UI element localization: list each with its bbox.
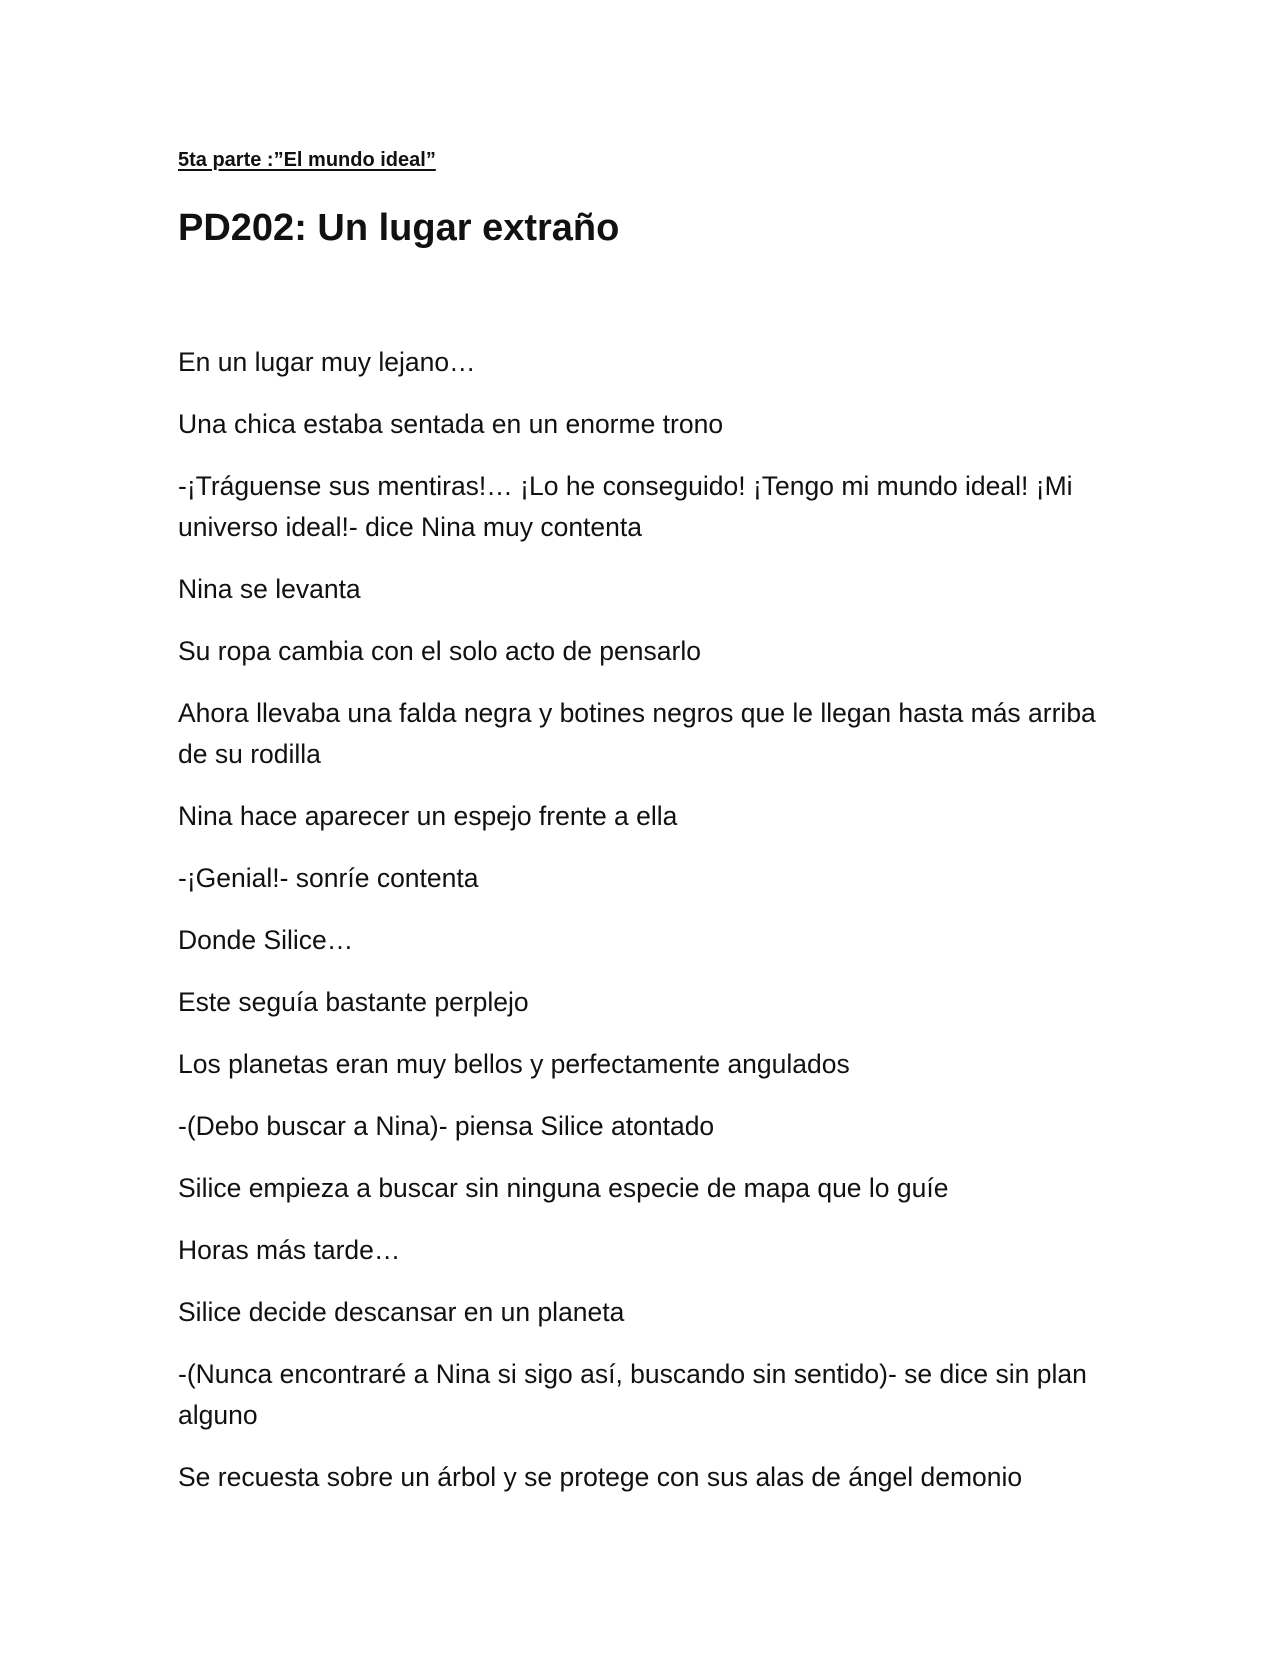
paragraph: Nina hace aparecer un espejo frente a ella <box>178 801 678 831</box>
paragraph: Se recuesta sobre un árbol y se protege con sus alas de ángel demonio <box>178 1462 1023 1492</box>
story-body <box>178 342 1108 1519</box>
chapter-title: PD202: Un lugar extraño <box>178 207 620 249</box>
paragraph: -(Nunca encontraré a Nina si sigo así, buscando sin sentido)- se dice sin plan alguno <box>178 1359 1087 1430</box>
paragraph: Silice empieza a buscar sin ninguna especie de mapa que lo guíe <box>178 1173 949 1203</box>
paragraph: En un lugar muy lejano… <box>178 347 476 377</box>
paragraph: Nina se levanta <box>178 574 361 604</box>
paragraph: -¡Tráguense sus mentiras!… ¡Lo he conseguido! ¡Tengo mi mundo ideal! ¡Mi universo ideal!- dice Nina muy contenta <box>178 471 1073 542</box>
part-label: 5ta parte :”El mundo ideal” <box>178 149 436 171</box>
paragraph: Una chica estaba sentada en un enorme trono <box>178 409 724 439</box>
paragraph: -¡Genial!- sonríe contenta <box>178 863 479 893</box>
paragraph: Su ropa cambia con el solo acto de pensarlo <box>178 636 701 666</box>
paragraph: -(Debo buscar a Nina)- piensa Silice atontado <box>178 1111 715 1141</box>
paragraph: Los planetas eran muy bellos y perfectamente angulados <box>178 1049 850 1079</box>
paragraph: Silice decide descansar en un planeta <box>178 1297 625 1327</box>
paragraph: Este seguía bastante perplejo <box>178 987 529 1017</box>
paragraph: Ahora llevaba una falda negra y botines negros que le llegan hasta más arriba de su rodilla <box>178 698 1096 769</box>
paragraph: Horas más tarde… <box>178 1235 401 1265</box>
paragraph: Donde Silice… <box>178 925 354 955</box>
